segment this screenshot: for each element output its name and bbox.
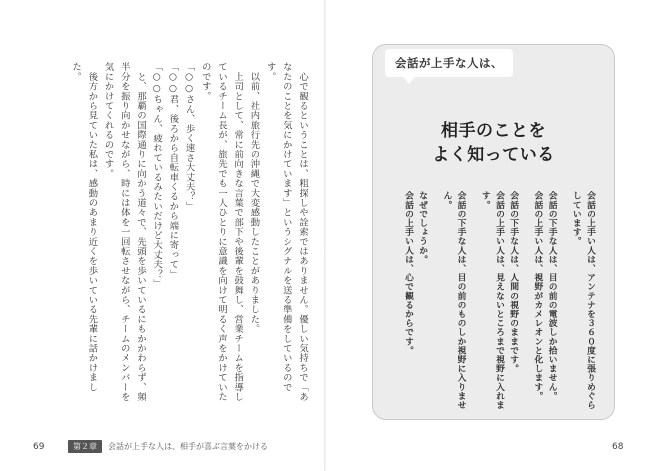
left-paragraph: 心で観るということは、粗探しや詮索ではありません。優しい気持ちで「あなたのことを気にかけています」というシグナルを送る準備をしているのです。 xyxy=(264,62,308,402)
running-head-title: 会話が上手な人は、相手が喜ぶ言葉をかける xyxy=(108,442,268,451)
left-paragraph: と、那覇の国際通りに向かう道々で、先頭を歩いているにもかかわらず、頻半分を振り向かせながら、時には体を一回転させながら、チームのメンバーを気にかけてくれるのです。 xyxy=(102,62,146,402)
card-body xyxy=(391,191,597,416)
card-line: 会話の下手な人は、目の前のものしか視野に入りません。 xyxy=(441,191,466,410)
card-line: 会話の上手い人は、心で観るからです。 xyxy=(402,191,413,355)
left-paragraph: 後方から見ていた私は、感動のあまり近くを歩いている先輩に話かけました。 xyxy=(70,62,98,392)
card-line: 会話の下手な人は、目の前の電波しか拾いません。 xyxy=(546,191,557,401)
card-title-line: よく知っている xyxy=(432,145,555,165)
running-head xyxy=(68,440,268,453)
card-header-text: 会話が上手な人は、 xyxy=(395,56,503,70)
card-line: 会話の上手い人は、アンテナを３６０度に張りめぐらしています。 xyxy=(570,191,595,410)
left-page-number: 69 xyxy=(33,442,45,452)
chapter-badge: 第２章 xyxy=(68,440,102,453)
card-title-line: 相手のことを xyxy=(441,121,546,141)
left-paragraph: 以前、社内旅行先の沖縄で大変感動したことがありました。 xyxy=(248,62,260,334)
card-line: 会話の上手い人は、見えないところまで視野に入れます。 xyxy=(479,191,504,410)
left-paragraph: 「○○ちゃん、疲れているみたいだけど大丈夫？」 xyxy=(151,62,163,289)
card-line: 会話の上手い人は、視野がカメレオンと化します。 xyxy=(532,191,543,401)
book-gutter xyxy=(324,0,326,471)
right-page-number: 68 xyxy=(612,442,624,452)
card-line: なぜでしょうか。 xyxy=(417,191,428,264)
card-header-bubble xyxy=(385,49,513,77)
left-paragraph: 「○○君、後ろから自転車くるから端に寄って」 xyxy=(167,62,179,279)
card-line: 会話の下手な人は、人間の視野のままです。 xyxy=(508,191,519,373)
card-title xyxy=(373,119,614,167)
left-paragraph: 上司として、常に前向きな言葉で部下や後輩を鼓舞し、営業チームを指導しているチーム長が、旅先でも一人ひとりに意識を向けて明るく声をかけていたのです。 xyxy=(199,62,244,402)
summary-card xyxy=(372,44,615,420)
left-page-body xyxy=(38,62,310,410)
left-paragraph: 「○○さん、歩く速さ大丈夫？」 xyxy=(183,62,195,211)
